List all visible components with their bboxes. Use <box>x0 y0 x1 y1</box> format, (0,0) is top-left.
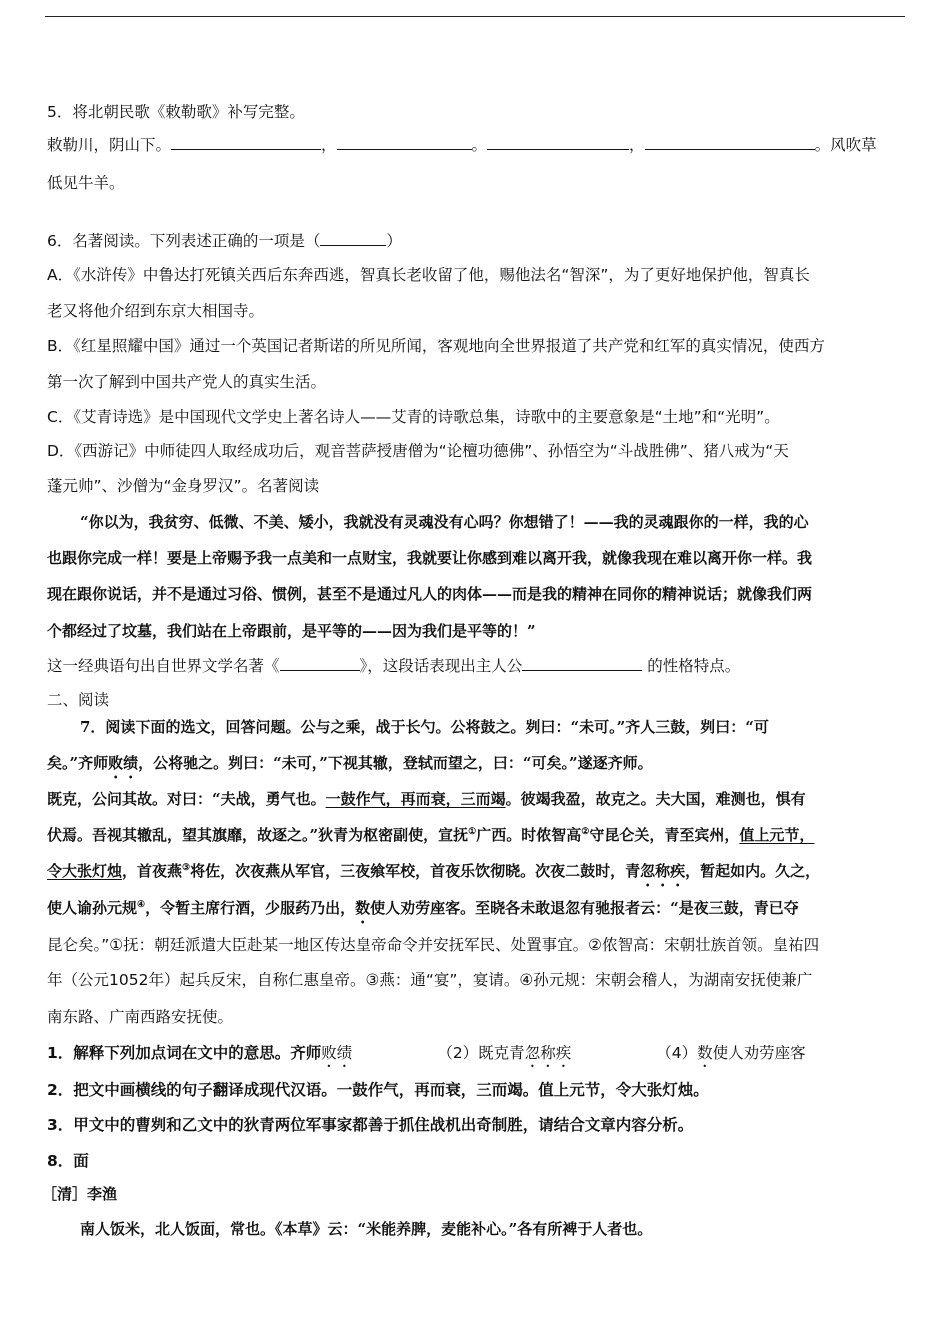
q6-ask: 这一经典语句出自世界文学名著《 》，这段话表现出主人公 的性格特点。 <box>47 657 741 675</box>
q7-subquestion-3: 3．甲文中的曹刿和乙文中的狄青两位军事家都善于抓住战机出奇制胜，请结合文章内容分析。 <box>47 1116 694 1134</box>
q8-text: 南人饭米，北人饭面，常也。《本草》云：“米能养脾，麦能补心。”各有所裨于人者也。 <box>80 1220 653 1238</box>
character-trait-blank[interactable] <box>522 656 642 671</box>
q7-subquestion-1: 1．解释下列加点词在文中的意思。齐师败绩 （2）既克青忽称疾 （4）数使人劝劳座客 <box>47 1044 806 1062</box>
q8-author: ［清］李渔 <box>42 1185 118 1203</box>
q7-line-3: 既克，公问其故。对曰：“夫战，勇气也。一鼓作气，再而衰，三而竭。彼竭我盈，故克之。夫大国，难测也，惧有 <box>47 790 806 808</box>
q6-option-d-cont: 蓬元帅”、沙僧为“金身罗汉”。名著阅读 <box>47 477 320 495</box>
q6-title: 6．名著阅读。下列表述正确的一项是（ ） <box>47 232 402 250</box>
q7-subquestion-2: 2．把文中画横线的句子翻译成现代汉语。一鼓作气，再而衰，三而竭。值上元节，令大张灯烛。 <box>47 1081 709 1099</box>
q7-notes-1: 昆仑矣。”①抚：朝廷派遣大臣赴某一地区传达皇帝命令并安抚军民、处置事宜。②侬智高：宋朝壮族首领。皇祐四 <box>47 936 820 954</box>
q7-line-5: 令大张灯烛，首夜燕③将佐，次夜燕从军官，三夜飨军校，首夜乐饮彻晓。次夜二鼓时，青忽称疾，暂起如内。久之， <box>47 862 821 880</box>
answer-blank[interactable] <box>320 231 386 246</box>
q5-title: 5．将北朝民歌《敕勒歌》补写完整。 <box>47 103 305 121</box>
quote-line-2: 也跟你完成一样！要是上帝赐予我一点美和一点财宝，我就要让你感到难以离开我，就像我现在难以离开你一样。我 <box>47 549 813 567</box>
quote-line-4: 个都经过了坟墓，我们站在上帝跟前，是平等的——因为我们是平等的！” <box>47 622 536 640</box>
q6-option-c: C．《艾青诗选》是中国现代文学史上著名诗人——艾青的诗歌总集，诗歌中的主要意象是“土地”和“光明”。 <box>47 408 780 426</box>
quote-line-1: “你以为，我贫穷、低微、不美、矮小，我就没有灵魂没有心吗？你想错了！——我的灵魂跟你的一样，我的心 <box>80 513 809 531</box>
q7-line-4: 伏焉。吾视其辙乱，望其旗靡，故逐之。”狄青为枢密副使，宣抚①广西。时侬智高②守昆仑关，青至宾州，值上元节， <box>47 826 815 844</box>
book-title-blank[interactable] <box>280 656 360 671</box>
top-rule <box>45 16 905 17</box>
q5-line-1: 敕勒川，阴山下。 ， 。 ， 。风吹草 <box>47 136 877 154</box>
q6-option-b: B．《红星照耀中国》通过一个英国记者斯诺的所见所闻，客观地向全世界报道了共产党和红军的真实情况，使西方 <box>47 337 825 355</box>
q7-line-1: 7．阅读下面的选文，回答问题。公与之乘，战于长勺。公将鼓之。刿曰：“未可。”齐人三鼓，刿曰：“可 <box>80 718 769 736</box>
q7-line-6: 使人谕孙元规④，令暂主席行酒，少服药乃出，数使人劝劳座客。至晓各未敢退忽有驰报者云：“是夜三鼓，青已夺 <box>47 899 799 917</box>
q6-option-a: A．《水浒传》中鲁达打死镇关西后东奔西逃，智真长老收留了他，赐他法名“智深”，为了更好地保护他，智真长 <box>47 266 810 284</box>
q8-title: 8．面 <box>47 1152 89 1170</box>
q6-option-b-cont: 第一次了解到中国共产党人的真实生活。 <box>47 373 327 391</box>
fill-blank[interactable] <box>337 135 472 150</box>
section-heading: 二、阅读 <box>47 691 110 709</box>
quote-line-3: 现在跟你说话，并不是通过习俗、惯例，甚至不是通过凡人的肉体——而是我的精神在同你的精神说话；就像我们两 <box>47 585 813 603</box>
q7-line-2: 矣。”齐师败绩，公将驰之。刿曰：“未可，”下视其辙，登轼而望之，曰：“可矣。”遂逐齐师。 <box>47 754 653 772</box>
q7-notes-3: 南东路、广南西路安抚使。 <box>47 1008 234 1026</box>
fill-blank[interactable] <box>487 135 629 150</box>
q7-notes-2: 年（公元1052年）起兵反宋，自称仁惠皇帝。③燕：通“宴”，宴请。④孙元规：宋朝会稽人，为湖南安抚使兼广 <box>47 971 813 989</box>
q5-line-2: 低见牛羊。 <box>47 174 125 192</box>
fill-blank[interactable] <box>171 135 321 150</box>
fill-blank[interactable] <box>645 135 815 150</box>
q6-option-d: D．《西游记》中师徒四人取经成功后，观音菩萨授唐僧为“论檀功德佛”、孙悟空为“斗战胜佛”、猪八戒为“天 <box>47 442 789 460</box>
q6-option-a-cont: 老又将他介绍到东京大相国寺。 <box>47 302 265 320</box>
